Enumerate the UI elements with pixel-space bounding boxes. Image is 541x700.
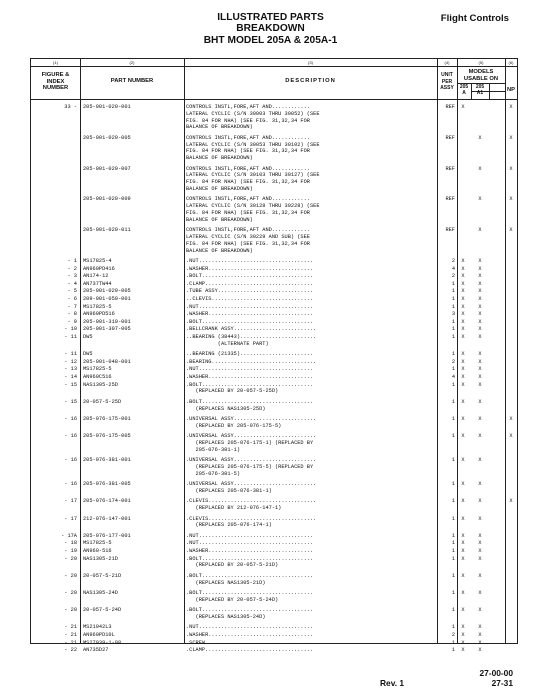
model-205a1-mark: X [478,334,482,340]
unit-per-assy: 1 [451,590,455,596]
model-205a1-mark: X [478,639,482,646]
model-205a1-mark: X [478,548,482,554]
description: .BOLT................................... (REPLACES NAS1305-24D) [186,607,314,620]
title-line-2: BREAKDOWN [236,23,305,35]
model-205a-mark: X [461,303,465,310]
model-205a1-mark: X [478,196,482,203]
model-205a1-mark: X [478,532,482,539]
index-number: - 11 [64,334,77,340]
np-mark: X [509,433,513,440]
model-205a-mark: X [461,548,465,554]
table-row [31,135,517,162]
part-number: 209-001-050-001 [83,296,131,302]
description: CONTROLS INSTL,FORE,AFT AND............ LATERAL CYCLIC (S/N 30229 AND SUB) (SEE FIG. 84 FOR NHA) (SEE FIG. 31,32,34 FOR BALANCE OF BREAKDOWN) [186,227,310,254]
header-unit-per-assy: UNIT PER ASSY [440,72,454,92]
part-number: 205-001-307-005 [83,326,131,333]
description: .NUT.................................... [186,624,314,631]
part-number: 205-001-020-009 [83,196,131,203]
index-number: - 3 [67,273,77,280]
model-205a1-mark: X [478,326,482,333]
table-row [31,640,517,647]
model-205a1-mark: X [478,273,482,280]
model-205a-mark: X [461,366,465,373]
unit-per-assy: 1 [451,318,455,325]
model-205a-mark: X [461,590,465,596]
unit-per-assy: 2 [451,273,455,280]
model-205a1-mark: X [478,624,482,631]
table-row [31,516,517,530]
unit-per-assy: 4 [451,374,455,380]
unit-per-assy: 1 [451,288,455,295]
description: .CLEVIS.................................. (REPLACED BY 212-076-147-1) [186,498,317,512]
header-model-205a1: 205 A1 [475,84,485,96]
model-205a-mark: X [461,433,465,440]
table-row [31,382,517,396]
description: CONTROLS INSTL,FORE,AFT AND............ LATERAL CYCLIC (S/N 30103 THRU 30127) (SEE FIG. 84 FOR NHA) (SEE FIG. 31,32,34 FOR BALANCE OF BREAKDOWN) [186,165,320,192]
table-row [31,104,517,131]
model-205a-mark: X [461,280,465,287]
unit-per-assy: 2 [451,258,455,264]
index-number: - 5 [67,288,77,295]
col-num-2: (2) [129,60,135,65]
table-row [31,573,517,587]
part-number: 205-076-175-005 [83,433,131,440]
table-row [31,266,517,273]
description: .BOLT................................... [186,273,314,280]
description: CONTROLS INSTL,FORE,AFT AND............ LATERAL CYCLIC (S/N 30053 THRU 30102) (SEE FIG. 84 FOR NHA) (SEE FIG. 31,32,34 FOR BALANCE OF BREAKDOWN) [186,134,320,162]
table-row [31,416,517,430]
model-205a1-mark: X [478,311,482,318]
model-205a1-mark: X [478,632,482,638]
model-205a1-mark: X [478,398,482,405]
page-number: 27-31 [491,678,513,688]
index-number: - 21 [64,624,77,631]
table-row [31,481,517,495]
table-row [31,647,517,654]
unit-per-assy: REF [445,134,455,141]
np-mark: X [509,416,513,422]
index-number: - 20 [64,572,77,579]
part-number: MS17825-5 [83,366,112,373]
page-code [479,668,513,688]
header-figure-index: FIGURE & INDEX NUMBER [41,72,70,92]
model-205a1-mark: X [478,258,482,264]
unit-per-assy: 4 [451,265,455,272]
description: .NUT.................................... [186,366,314,373]
description: .WASHER................................. [186,265,314,272]
index-number: - 8 [67,311,77,318]
header-models: MODELS USABLE ON [463,69,499,82]
unit-per-assy: 1 [451,381,455,388]
model-205a1-mark: X [478,358,482,365]
description: .BOLT................................... (REPLACED BY 20-057-5-25D) [186,381,314,395]
table-row [31,334,517,348]
model-205a1-mark: X [478,590,482,596]
table-row [31,540,517,547]
col-num-3: (3) [308,60,313,65]
model-205a1-mark: X [478,515,482,522]
col-num-5: (5) [478,60,484,65]
part-number: 205-001-029-005 [83,288,131,295]
chapter-code: 27-00-00 [479,668,513,678]
part-number: AN960PD416 [83,265,115,272]
model-205a-mark: X [461,273,465,280]
part-number: 205-001-020-011 [83,227,131,234]
header-np: NP [506,87,516,93]
table-row [31,326,517,333]
part-number: 205-076-177-001 [83,532,131,539]
part-number: 20-057-5-21D [83,572,122,579]
model-205a1-mark: X [478,366,482,373]
model-205a1-mark: X [478,265,482,272]
part-number: AN735D27 [83,647,109,654]
model-205a-mark: X [461,296,465,302]
unit-per-assy: 1 [451,326,455,333]
model-205a-mark: X [461,515,465,522]
part-number: NAS1305-25D [83,381,118,388]
description: .NUT.................................... [186,540,314,547]
index-number: - 20 [64,555,77,562]
table-row [31,351,517,358]
part-number: 205-001-310-001 [83,318,131,325]
table-row [31,632,517,639]
description: ..BEARING (21335)....................... [186,351,314,358]
unit-per-assy: 1 [451,351,455,358]
unit-per-assy: 2 [451,358,455,365]
description: CONTROLS INSTL,FORE,AFT AND............ LATERAL CYCLIC (S/N 30003 THRU 30052) (SEE FIG. 84 FOR NHA) (SEE FIG. 31,32,34 FOR BALANCE OF BREAKDOWN) [186,104,320,131]
index-number: - 10 [64,326,77,333]
model-205a-mark: X [461,498,465,505]
table-row [31,457,517,477]
model-205a-mark: X [461,288,465,295]
model-205a1-mark: X [478,296,482,302]
unit-per-assy: 1 [451,481,455,488]
table-row [31,166,517,193]
unit-per-assy: 1 [451,540,455,547]
np-mark: X [509,104,513,110]
table-row [31,281,517,288]
unit-per-assy: 2 [451,632,455,638]
model-205a-mark: X [461,572,465,579]
description: .WASHER................................. [186,548,314,554]
model-205a1-mark: X [478,165,482,172]
description: .UNIVERSAL ASSY.......................... (REPLACED BY 205-076-175-5) [186,416,317,429]
model-205a-mark: X [461,532,465,539]
model-205a-mark: X [461,481,465,488]
index-number: - 15 [64,398,77,405]
description: .BELLCRANK ASSY.......................... [186,326,317,333]
unit-per-assy: 1 [451,532,455,539]
table-row [31,533,517,540]
part-number: 205-001-020-007 [83,165,131,172]
description: .BOLT................................... (REPLACES NAS1305-25D) [186,398,314,412]
description: .CLAMP.................................. [186,280,314,287]
part-number: 205-076-381-001 [83,457,131,464]
index-number: - 16 [64,457,77,464]
unit-per-assy: 1 [451,334,455,340]
table-row [31,590,517,604]
description: .SCREW................................... [186,639,317,646]
model-205a1-mark: X [478,351,482,358]
table-row [31,196,517,223]
np-mark: X [509,165,513,172]
part-number: NAS1305-21D [83,555,118,562]
description: .NUT.................................... [186,532,314,539]
table-row [31,548,517,555]
description: ..BEARING (38443)........................ (ALTERNATE PART) [186,334,317,347]
unit-per-assy: 1 [451,515,455,522]
col-num-1: (1) [53,60,58,65]
model-205a-mark: X [461,351,465,358]
model-205a1-mark: X [478,134,482,141]
description: .UNIVERSAL ASSY.......................... (REPLACES 205-076-175-5) (REPLACED BY 205-076-381-5) [186,457,317,477]
model-205a-mark: X [461,632,465,638]
unit-per-assy: 1 [451,398,455,405]
model-205a-mark: X [461,326,465,333]
description: .NUT.................................... [186,258,314,264]
unit-per-assy: 1 [451,572,455,579]
table-row [31,227,517,254]
index-number: - 16 [64,433,77,440]
description: .TUBE ASSY.............................. [186,288,314,295]
col-num-6: (6) [508,60,514,65]
index-number: - 17 [64,498,77,505]
index-number: - 22 [64,647,77,654]
np-mark: X [509,227,513,234]
index-number: - 20 [64,607,77,614]
table-row [31,258,517,265]
description: .BEARING................................. [186,358,317,365]
model-205a1-mark: X [478,555,482,562]
model-205a1-mark: X [478,498,482,505]
revision-label: Rev. 1 [380,678,405,688]
unit-per-assy: 1 [451,555,455,562]
description: .UNIVERSAL ASSY.......................... (REPLACES 205-076-381-1) [186,481,317,494]
unit-per-assy: 1 [451,303,455,310]
model-205a-mark: X [461,258,465,264]
parts-table [30,58,518,654]
part-number: MS17825-5 [83,540,112,547]
part-number: MS17825-5 [83,303,112,310]
model-205a1-mark: X [478,540,482,547]
index-number: 33 - [64,104,77,110]
description: .NUT.................................... [186,303,314,310]
unit-per-assy: REF [445,104,455,110]
part-number: 205-001-048-001 [83,358,131,365]
index-number: - 19 [64,548,77,554]
model-205a1-mark: X [478,481,482,488]
unit-per-assy: 1 [451,624,455,631]
part-number: AN737TW44 [83,280,112,287]
unit-per-assy: REF [445,227,455,234]
title-line-3: BHT MODEL 205A & 205A-1 [203,34,338,46]
model-205a1-mark: X [478,288,482,295]
table-row [31,607,517,621]
part-number: 212-076-147-001 [83,515,131,522]
description: .UNIVERSAL ASSY.......................... (REPLACES 205-076-175-1) (REPLACED BY 205-076-381-1) [186,433,317,453]
np-mark: X [509,498,513,505]
unit-per-assy: REF [445,196,455,203]
index-number: - 7 [67,303,77,310]
model-205a-mark: X [461,555,465,562]
model-205a1-mark: X [478,416,482,422]
part-number: MS27039-1-08 [83,639,122,646]
table-row [31,273,517,280]
part-number: 20-057-5-25D [83,398,122,405]
index-number: - 20 [64,590,77,596]
part-number: 20-057-5-24D [83,607,122,614]
unit-per-assy: 1 [451,457,455,464]
description: .CLAMP.................................. [186,647,314,654]
model-205a-mark: X [461,607,465,614]
table-row [31,624,517,631]
table-row [31,556,517,570]
index-number: - 21 [64,639,77,646]
model-205a-mark: X [461,358,465,365]
index-number: - 1 [67,258,77,264]
part-number: MS17825-4 [83,258,112,264]
title-line-1: ILLUSTRATED PARTS [217,12,324,23]
table-row [31,433,517,453]
unit-per-assy: REF [445,165,455,172]
index-number: - 14 [64,374,77,380]
index-number: - 16 [64,416,77,422]
description: .BOLT................................... (REPLACED BY 20-057-5-24D) [186,590,314,603]
index-number: - 9 [67,318,77,325]
unit-per-assy: 1 [451,416,455,422]
unit-per-assy: 1 [451,548,455,554]
index-number: - 15 [64,381,77,388]
table-row [31,296,517,303]
index-number: - 21 [64,632,77,638]
part-number: MS21042L3 [83,624,112,631]
model-205a-mark: X [461,374,465,380]
model-205a-mark: X [461,318,465,325]
description: .BOLT................................... (REPLACES NAS1305-21D) [186,572,314,586]
model-205a-mark: X [461,381,465,388]
part-number: 205-076-381-005 [83,481,131,488]
table-row [31,304,517,311]
table-row [31,319,517,326]
model-205a1-mark: X [478,227,482,234]
model-205a-mark: X [461,398,465,405]
model-205a1-mark: X [478,433,482,440]
model-205a1-mark: X [478,280,482,287]
unit-per-assy: 1 [451,607,455,614]
section-label: Flight Controls [440,13,509,24]
np-mark: X [509,196,513,203]
part-number: 205-076-175-001 [83,416,131,422]
description: ..CLEVIS................................ [186,296,314,302]
model-205a-mark: X [461,104,465,110]
unit-per-assy: 1 [451,366,455,373]
header-part-number: PART NUMBER [110,78,154,84]
model-205a1-mark: X [478,572,482,579]
description: .CLEVIS.................................. (REPLACES 205-076-174-1) [186,515,317,529]
model-205a1-mark: X [478,647,482,654]
model-205a1-mark: X [478,381,482,388]
header-model-205a: 205 A [459,84,469,96]
part-number: AN960C516 [83,374,112,380]
unit-per-assy: 1 [451,498,455,505]
part-number: 205-001-020-001 [83,104,131,110]
col-num-4: (4) [444,60,450,65]
part-number: AN174-12 [83,273,109,280]
model-205a-mark: X [461,334,465,340]
index-number: - 6 [67,296,77,302]
table-row [31,311,517,318]
model-205a1-mark: X [478,374,482,380]
index-number: - 18 [64,540,77,547]
description: .WASHER................................. [186,311,314,318]
table-row [31,359,517,366]
table-row [31,288,517,295]
table-row [31,366,517,373]
unit-per-assy: 1 [451,647,455,654]
part-number: DW5 [83,334,93,340]
model-205a1-mark: X [478,318,482,325]
index-number: - 16 [64,481,77,488]
model-205a-mark: X [461,265,465,272]
model-205a1-mark: X [478,457,482,464]
unit-per-assy: 3 [451,311,455,318]
index-number: - 17 [64,515,77,522]
model-205a-mark: X [461,311,465,318]
unit-per-assy: 1 [451,296,455,302]
index-number: - 12 [64,358,77,365]
index-number: - 11 [64,351,77,358]
part-number: AN960PD10L [83,632,115,638]
model-205a-mark: X [461,416,465,422]
model-205a-mark: X [461,540,465,547]
table-row [31,498,517,512]
index-number: - 17A [61,532,77,539]
table-row [31,374,517,381]
description: CONTROLS INSTL,FORE,AFT AND............ LATERAL CYCLIC (S/N 30128 THRU 30228) (SEE FIG. 84 FOR NHA) (SEE FIG. 31,32,34 FOR BALANCE OF BREAKDOWN) [186,196,320,223]
part-number: NAS1305-24D [83,590,118,596]
part-number: AN960-516 [83,548,112,554]
part-number: DW5 [83,351,93,358]
model-205a-mark: X [461,647,465,654]
model-205a1-mark: X [478,303,482,310]
model-205a-mark: X [461,457,465,464]
header-description: DESCRIPTION [285,78,336,84]
unit-per-assy: 1 [451,433,455,440]
unit-per-assy: 1 [451,280,455,287]
unit-per-assy: 1 [451,639,455,646]
index-number: - 4 [67,280,77,287]
description: .BOLT................................... (REPLACED BY 20-057-5-21D) [186,555,314,569]
model-205a-mark: X [461,639,465,646]
part-number: 205-076-174-001 [83,498,131,505]
table-row [31,399,517,413]
index-number: - 13 [64,366,77,373]
part-number: AN960PD516 [83,311,115,318]
model-205a1-mark: X [478,607,482,614]
index-number: - 2 [67,265,77,272]
description: .BOLT................................... [186,318,314,325]
part-number: 205-001-020-005 [83,134,131,141]
description: .WASHER................................. [186,374,314,380]
np-mark: X [509,134,513,141]
description: .WASHER................................. [186,632,314,638]
model-205a-mark: X [461,624,465,631]
